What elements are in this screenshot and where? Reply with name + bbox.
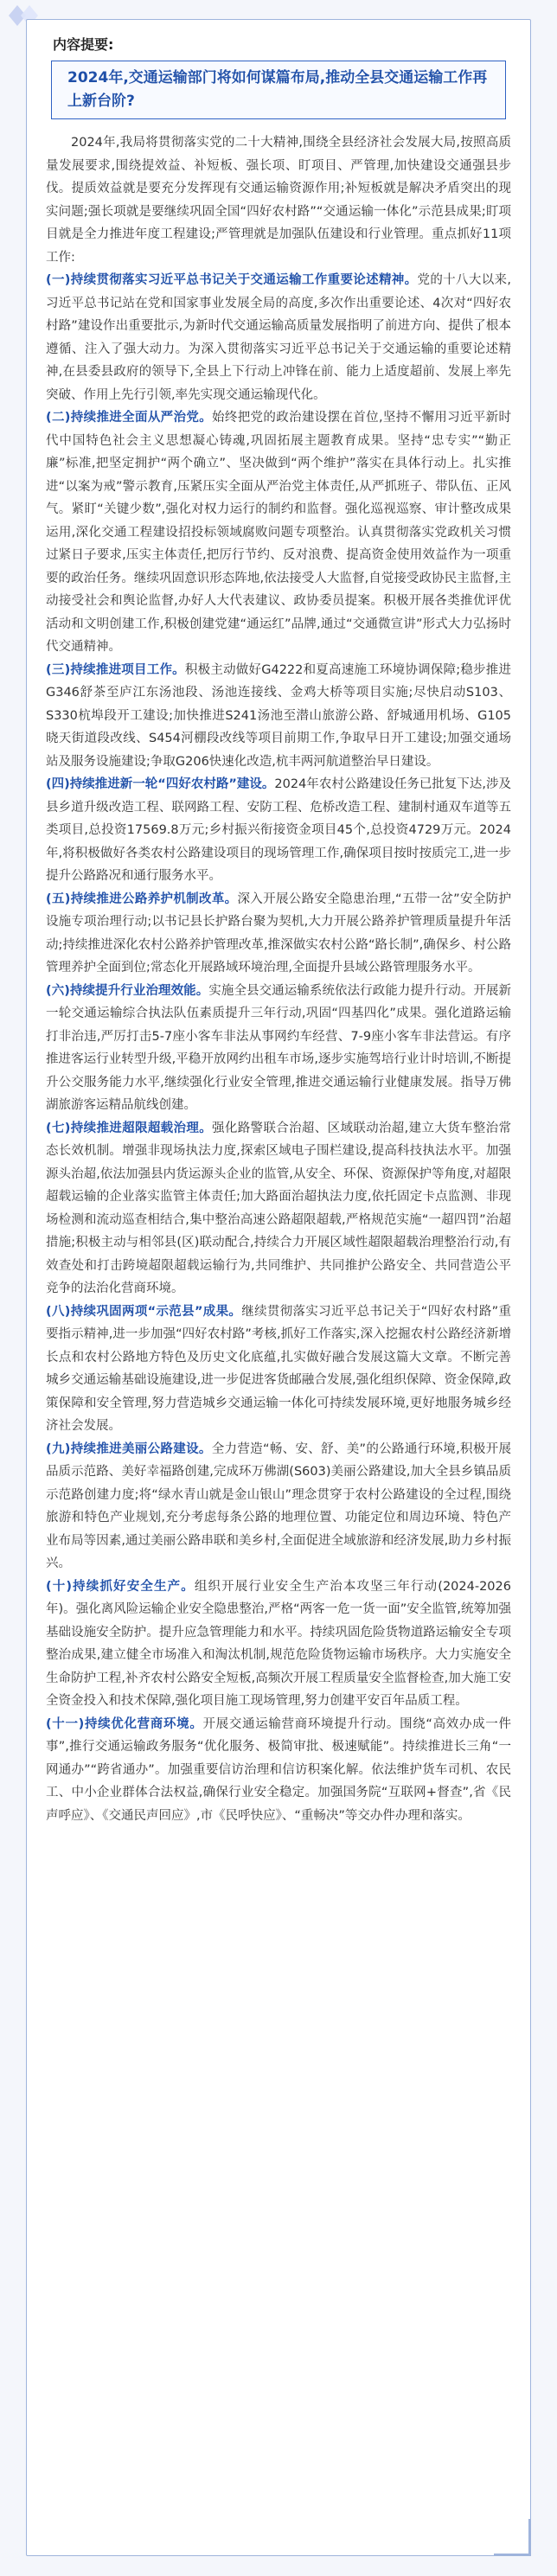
frame-corner: [494, 2519, 531, 2556]
section-4: [46, 773, 511, 888]
section-heading: (十一)持续优化营商环境。: [46, 1716, 203, 1731]
section-body: 党的十八大以来,习近平总书记站在党和国家事业发展全局的高度,多次作出重要论述、4次对“四好农村路”建设作出重要批示,为新时代交通运输高质量发展指明了前进方向、提供了根本遵循、注入了强大动力。为深入贯彻落实习近平总书记关于交通运输的重要论述精神,在县委县政府的领导下,全县上下行动上冲锋在前、能力上适度超前、发展上率先突破、作用上先行引领,率先实现交通运输现代化。: [46, 273, 511, 402]
section-body: 继续贯彻落实习近平总书记关于“四好农村路”重要指示精神,进一步加强“四好农村路”考核,抓好工作落实,深入挖掘农村公路经济新增长点和农村公路地方特色及历史文化底蕴,扎实做好融合发展这篇大文章。不断完善城乡交通运输基础设施建设,进一步促进客货邮融合发展,强化组织保障、资金保障,政策保障和安全管理,努力营造城乡交通运输一体化可持续发展环境,更好地服务城乡经济社会发展。: [46, 1304, 512, 1433]
section-7: [46, 1117, 511, 1301]
section-5: [46, 888, 511, 980]
section-body: 深入开展公路安全隐患治理,“五带一岔”安全防护设施专项治理行动;以书记县长护路台聚为契机,大力开展公路养护管理质量提升年活动;持续推进深化农村公路养护管理改革,推深做实农村公路“路长制”,确保乡、村公路管理养护全面到位;常态化开展路域环境治理,全面提升县域公路管理服务水平。: [46, 892, 511, 975]
section-body: 始终把党的政治建设摆在首位,坚持不懈用习近平新时代中国特色社会主义思想凝心铸魂,巩固拓展主题教育成果。坚持“忠专实”“勤正廉”标准,把坚定拥护“两个确立”、坚决做到“两个维护”落实在具体行动上。扎实推进“以案为戒”警示教育,压紧压实全面从严治党主体责任,从严抓班子、带队伍、正风气。紧盯“关键少数”,强化对权力运行的制约和监督。强化巡视巡察、审计整改成果运用,深化交通工程建设招投标领域腐败问题专项整治。认真贯彻落实党政机关习惯过紧日子要求,压实主体责任,把厉行节约、反对浪费、提高资金使用效益作为一项重要的政治任务。继续巩固意识形态阵地,依法接受人大监督,自觉接受政协民主监督,主动接受社会和舆论监督,办好人大代表建议、政协委员提案。积极开展各类推优评优活动和文明创建工作,积极创建党建“通运红”品牌,通过“交通微宣讲”形式大力弘扬时代交通精神。: [46, 411, 511, 654]
section-heading: (十)持续抓好安全生产。: [46, 1579, 195, 1594]
section-heading: (四)持续推进新一轮“四好农村路”建设。: [46, 777, 275, 791]
section-heading: (九)持续推进美丽公路建设。: [46, 1441, 212, 1456]
section-heading: (七)持续推进超限超载治理。: [46, 1121, 213, 1135]
section-body: 组织开展行业安全生产治本攻坚三年行动(2024-2026年)。强化离风险运输企业安全隐患整治,严格“两客一危一货一面”安全监管,统筹加强基础设施安全防护。提升应急管理能力和水平。持续巩固危险货物道路运输安全专项整治成果,建立健全市场准入和淘汰机制,规范危险货物运输市场秩序。大力实施安全生命防护工程,补齐农村公路安全短板,高频次开展工程质量安全监督检查,加大施工安全资金投入和技术保障,强化项目施工现场管理,努力创建平安百年品质工程。: [46, 1579, 511, 1708]
section-11: [46, 1713, 511, 1828]
intro-paragraph: 2024年,我局将贯彻落实党的二十大精神,围绕全县经济社会发展大局,按照高质量发展要求,围绕提效益、补短板、强长项、盯项目、严管理,加快建设交通强县步伐。提质效益就是要充分发挥现有交通运输资源作用;补短板就是解决矛盾突出的现实问题;强长项就是要继续巩固全国“四好农村路”“交通运输一体化”示范县成果;盯项目就是全力推进年度工程建设;严管理就是加强队伍建设和行业管理。重点抓好11项工作:: [46, 136, 511, 265]
summary-label: 内容提要:: [53, 36, 114, 53]
section-body: 实施全县交通运输系统依法行政能力提升行动。开展新一轮交通运输综合执法队伍素质提升三年行动,巩固“四基四化”成果。强化道路运输打非治违,严厉打击5-7座小客车非法从事网约车经营、7-9座小客车非法营运。有序推进客运行业转型升级,平稳开放网约出租车市场,逐步实施驾培行业计时培训,不断提升公交服务能力水平,继续强化行业安全管理,推进交通运输行业健康发展。指导万佛湖旅游客运精品航线创建。: [46, 983, 511, 1112]
section-body: 积极主动做好G4222和夏高速施工环境协调保障;稳步推进G346舒茶至庐江东汤池段、汤池连接线、金鸡大桥等项目实施;尽快启动S103、S330杭埠段开工建设;加快推进S241汤池至潜山旅游公路、舒城通用机场、G105晓天街道段改线、S454河棚段改线等项目前期工作,争取早日开工建设;加强交通场站及服务设施建设;争取G206快速化改造,杭丰两河航道整治早日建设。: [46, 662, 511, 769]
section-3: [46, 659, 511, 774]
section-body: 全力营造“畅、安、舒、美”的公路通行环境,积极开展品质示范路、美好幸福路创建,完成环万佛湖(S603)美丽公路建设,加大全县乡镇品质示范路创建力度;将“绿水青山就是金山银山”理念贯穿于农村公路建设的全过程,围绕旅游和特色产业规划,充分考虑每条公路的地理位置、功能定位和周边环境、特色产业布局等因素,通过美丽公路串联和美乡村,全面促进全域旅游和经济发展,助力乡村振兴。: [46, 1441, 511, 1570]
section-body: 2024年农村公路建设任务已批复下达,涉及县乡道升级改造工程、联网路工程、安防工程、危桥改造工程、建制村通双车道等五类项目,总投资17569.8万元;乡村振兴衔接资金项目45个,总投资4729万元。2024年,将积极做好各类农村公路建设项目的现场管理工作,确保项目按时按质完工,进一步提升公路路况和通行服务水平。: [46, 777, 511, 883]
section-8: [46, 1301, 511, 1438]
section-6: [46, 980, 511, 1117]
section-heading: (一)持续贯彻落实习近平总书记关于交通运输工作重要论述精神。: [46, 273, 418, 287]
section-heading: (六)持续提升行业治理效能。: [46, 983, 209, 998]
section-2: [46, 406, 511, 659]
section-heading: (二)持续推进全面从严治党。: [46, 411, 213, 425]
section-10: [46, 1576, 511, 1713]
section-body: 强化路警联合治超、区域联动治超,建立大货车整治常态长效机制。增强非现场执法力度,探索区域电子围栏建设,提高科技执法水平。加强源头治超,依法加强县内货运源头企业的监管,从安全、环保、资源保护等角度,对超限超载运输的企业落实监管主体责任;加大路面治超执法力度,依托固定卡点监测、非现场检测和流动巡查相结合,集中整治高速公路超限超载,严格规范实施“一超四罚”治超措施;积极主动与相邻县(区)联动配合,持续合力开展区域性超限超载治理整治行动,有效查处和打击跨境超限超载运输行为,共同维护、共同推护公路安全、共同营造公平竞争的法治化营商环境。: [46, 1121, 511, 1295]
section-body: 开展交通运输营商环境提升行动。围绕“高效办成一件事”,推行交通运输政务服务“优化服务、极简审批、极速赋能”。持续推进长三角“一网通办”“跨省通办”。加强重要信访治理和信访积案化解。依法维护货车司机、农民工、中小企业群体合法权益,确保行业安全稳定。加强国务院“互联网+督查”,省《民声呼应》、《交通民声回应》,市《民呼快应》、“重畅决”等交办件办理和落实。: [46, 1716, 511, 1823]
section-heading: (五)持续推进公路养护机制改革。: [46, 892, 238, 906]
summary-card: [26, 19, 531, 2556]
section-heading: (三)持续推进项目工作。: [46, 662, 185, 677]
question-box: 2024年,交通运输部门将如何谋篇布局,推动全县交通运输工作再上新台阶?: [51, 61, 506, 119]
section-9: [46, 1438, 511, 1576]
section-1: [46, 269, 511, 406]
section-heading: (八)持续巩固两项“示范县”成果。: [46, 1304, 242, 1319]
